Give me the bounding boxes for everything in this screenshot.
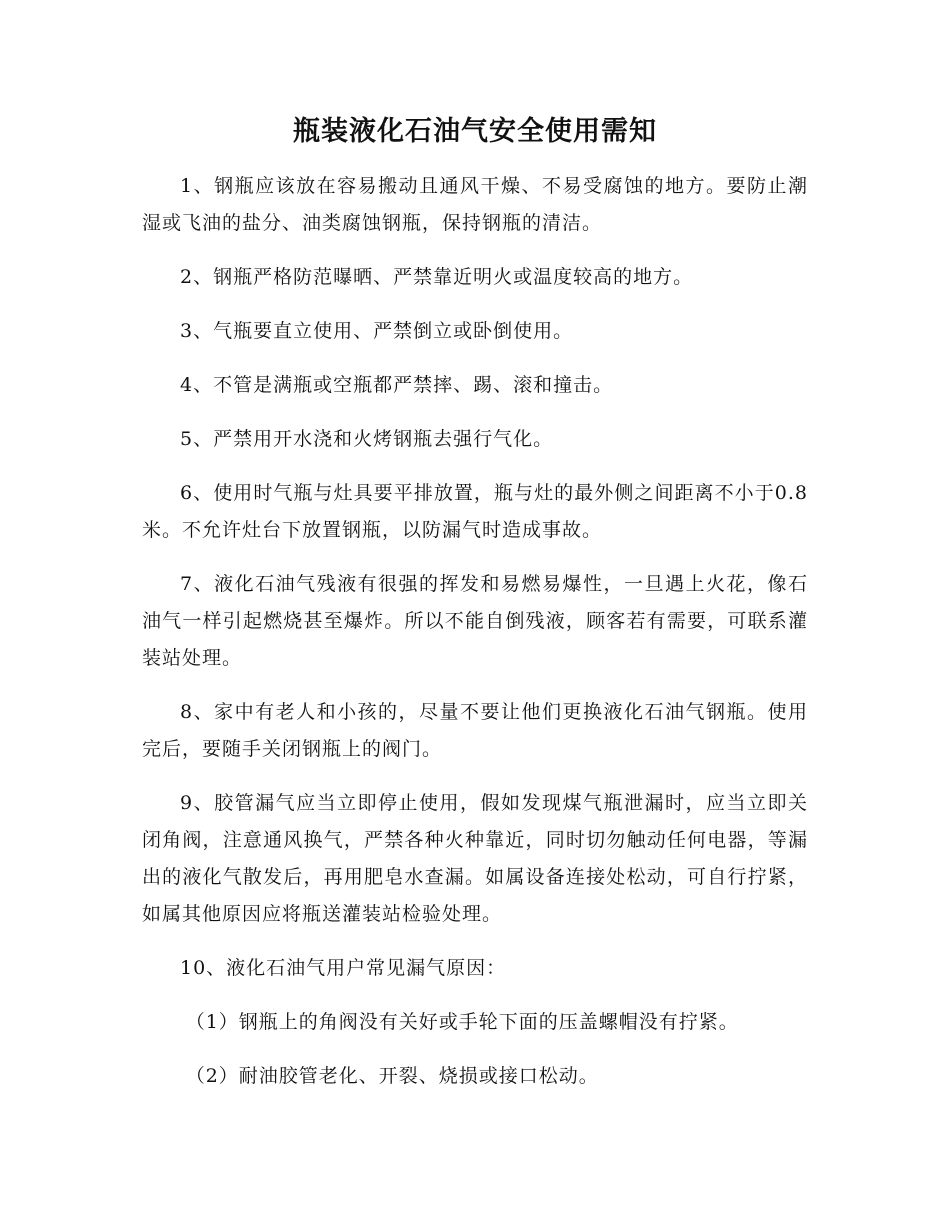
document-title: 瓶装液化石油气安全使用需知 bbox=[293, 116, 657, 147]
sub-item-2: （2）耐油胶管老化、开裂、烧损或接口松动。 bbox=[185, 1065, 599, 1087]
sub-item-1: （1）钢瓶上的角阀没有关好或手轮下面的压盖螺帽没有拧紧。 bbox=[185, 1011, 739, 1033]
paragraph-8: 8、家中有老人和小孩的，尽量不要让他们更换液化石油气钢瓶。使用完后，要随手关闭钢瓶上的阀门。 bbox=[142, 701, 808, 760]
document-body bbox=[142, 168, 808, 1112]
paragraph-6: 6、使用时气瓶与灶具要平排放置，瓶与灶的最外侧之间距离不小于0.8米。不允许灶台下放置钢瓶，以防漏气时造成事故。 bbox=[142, 482, 808, 541]
paragraph-1: 1、钢瓶应该放在容易搬动且通风干燥、不易受腐蚀的地方。要防止潮湿或飞油的盐分、油类腐蚀钢瓶，保持钢瓶的清洁。 bbox=[142, 175, 808, 234]
paragraph-5: 5、严禁用开水浇和火烤钢瓶去强行气化。 bbox=[180, 428, 554, 450]
paragraph-2: 2、钢瓶严格防范曝晒、严禁靠近明火或温度较高的地方。 bbox=[180, 266, 694, 288]
paragraph-7: 7、液化石油气残液有很强的挥发和易燃易爆性，一旦遇上火花，像石油气一样引起燃烧甚至爆炸。所以不能自倒残液，顾客若有需要，可联系灌装站处理。 bbox=[142, 573, 808, 669]
paragraph-10: 10、液化石油气用户常见漏气原因： bbox=[180, 957, 507, 979]
paragraph-9: 9、胶管漏气应当立即停止使用，假如发现煤气瓶泄漏时，应当立即关闭角阀，注意通风换气，严禁各种火种靠近，同时切勿触动任何电器，等漏出的液化气散发后，再用肥皂水查漏。如属设备连接处松动，可自行拧紧，如属其他原因应将瓶送灌装站检验处理。 bbox=[142, 792, 808, 925]
paragraph-4: 4、不管是满瓶或空瓶都严禁摔、踢、滚和撞击。 bbox=[180, 374, 614, 396]
paragraph-3: 3、气瓶要直立使用、严禁倒立或卧倒使用。 bbox=[180, 320, 574, 342]
